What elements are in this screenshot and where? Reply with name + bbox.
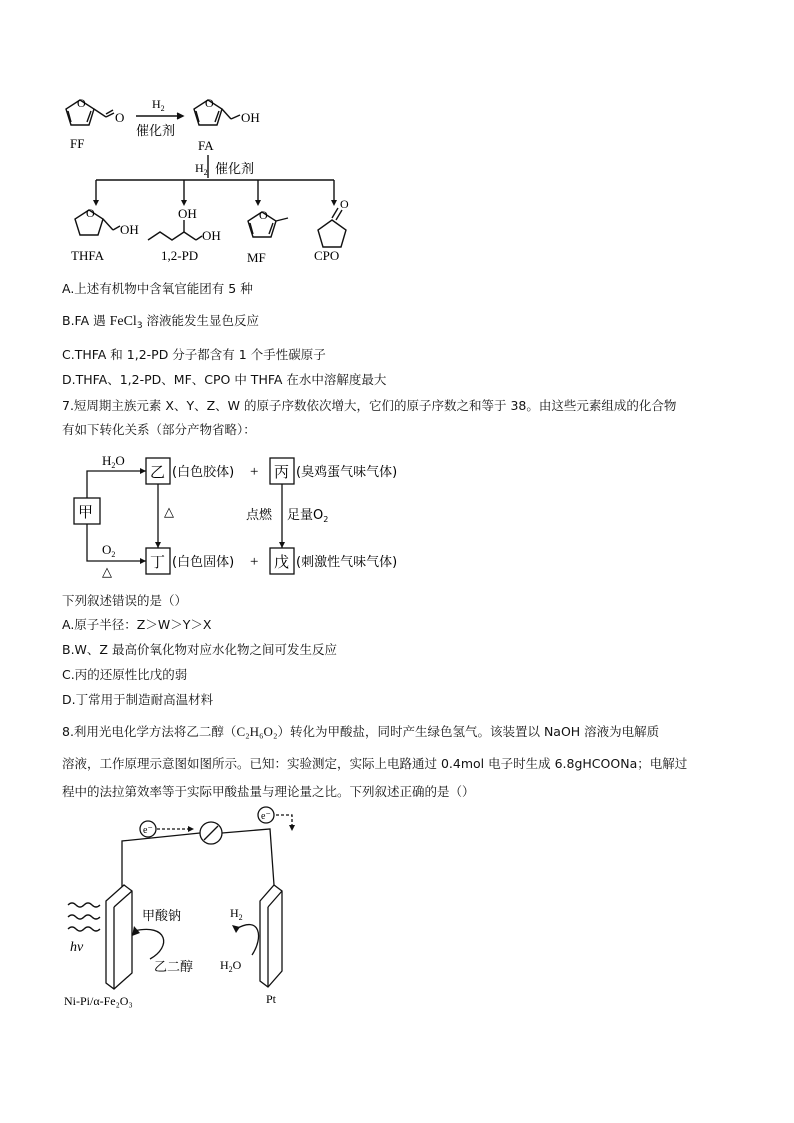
pd-label: 1,2-PD: [161, 248, 199, 263]
formate-label: 甲酸钠: [142, 909, 182, 924]
ding-label: 丁: [150, 553, 166, 571]
q8-stem-prefix: 8.利用光电化学方法将乙二醇（: [62, 724, 237, 739]
electron-left: e⁻: [143, 825, 153, 836]
ff-aldehyde-o: O: [115, 110, 125, 125]
top-catalyst-label: 催化剂: [136, 124, 176, 139]
plus-bottom: +: [250, 554, 259, 570]
q7-option-d: D.丁常用于制造耐高温材料: [62, 692, 214, 707]
yi-label: 乙: [150, 463, 166, 481]
ding-desc: (白色固体): [172, 555, 235, 570]
heat-triangle-bottom: △: [102, 565, 112, 580]
fa-ring-o: O: [205, 96, 214, 110]
q6-option-c: C.THFA 和 1,2-PD 分子都含有 1 个手性碳原子: [62, 347, 326, 362]
left-electrode-label: Ni-Pi/α-Fe₂O₃: [64, 994, 133, 1008]
mf-ring-o: O: [259, 208, 268, 222]
q7-option-b: B.W、Z 最高价氧化物对应水化物之间可发生反应: [62, 642, 337, 657]
q7-stem-line2: 有如下转化关系（部分产物省略）：: [62, 422, 256, 437]
branch-catalyst-label: 催化剂: [215, 162, 255, 177]
q6-option-a: A.上述有机物中含氧官能团有 5 种: [62, 281, 253, 296]
left-electrode: [106, 885, 132, 989]
right-electrode: [260, 885, 282, 987]
jia-label: 甲: [78, 503, 94, 521]
pd-oh-top: OH: [178, 206, 197, 221]
fecl3-sub: 3: [136, 321, 143, 331]
bing-desc: (臭鸡蛋气味气体): [296, 465, 398, 480]
fecl3-formula: FeCl: [109, 314, 137, 329]
h2-label: $H_2$: [230, 906, 243, 922]
plus-top: +: [250, 464, 259, 480]
q8-stem-line3: 程中的法拉第效率等于实际甲酸盐量与理论量之比。下列叙述正确的是（）: [62, 784, 475, 799]
right-electrode-label: Pt: [266, 992, 277, 1006]
fa-oh: OH: [241, 110, 260, 125]
q8-electrolysis-diagram: [60, 805, 320, 1015]
q6-reaction-scheme: [50, 92, 370, 270]
q6-option-d: D.THFA、1,2-PD、MF、CPO 中 THFA 在水中溶解度最大: [62, 372, 387, 387]
yi-desc: (白色胶体): [172, 465, 235, 480]
fa-label: FA: [198, 138, 214, 153]
q7-question: 下列叙述错误的是（）: [62, 593, 188, 608]
q7-option-a: A.原子半径：Z＞W＞Y＞X: [62, 617, 212, 632]
top-h2-label: $H_2$: [152, 97, 165, 113]
glycol-label: 乙二醇: [154, 960, 194, 975]
q6-option-b: [62, 311, 259, 330]
q7-stem-line1: 7.短周期主族元素 X、Y、Z、W 的原子序数依次增大，它们的原子序数之和等于 38。由这些元素组成的化合物: [62, 398, 677, 413]
ff-label: FF: [70, 136, 85, 151]
thfa-label: THFA: [71, 248, 104, 263]
cpo-ring: [318, 220, 346, 247]
ff-ring-o: O: [77, 96, 86, 110]
wu-desc: (刺激性气味气体): [296, 555, 398, 570]
cpo-label: CPO: [314, 248, 340, 263]
branch-h2-label: $H_2$: [195, 161, 208, 177]
wu-label: 戊: [274, 553, 290, 571]
q7-option-c: C.丙的还原性比戊的弱: [62, 667, 188, 682]
q8-stem-line2: 溶液，工作原理示意图如图所示。已知：实验测定，实际上电路通过 0.4mol 电子时生成 6.8gHCOONa；电解过: [62, 756, 688, 771]
q7-conversion-diagram: [60, 444, 430, 584]
excess-o2-label: 足量$O_2$: [287, 508, 329, 524]
pd-oh-end: OH: [202, 228, 221, 243]
electron-right: e⁻: [261, 811, 271, 822]
mf-label: MF: [247, 250, 266, 265]
o2-label: $O_2$: [102, 542, 116, 559]
hv-label: hν: [70, 940, 84, 955]
q6-option-b-suffix: 溶液能发生显色反应: [142, 313, 260, 328]
h2o-label-right: $H_2O$: [220, 958, 242, 974]
q8-stem-suffix: ）转化为甲酸盐，同时产生绿色氢气。该装置以 NaOH 溶液为电解质: [277, 724, 660, 739]
q6-option-b-prefix: B.FA 遇: [62, 313, 110, 328]
bing-label: 丙: [274, 463, 290, 481]
ignite-label: 点燃: [246, 508, 273, 523]
heat-triangle-middle: △: [164, 505, 174, 520]
cpo-o: O: [340, 197, 349, 211]
thfa-ring-o: O: [86, 206, 95, 220]
thfa-oh: OH: [120, 222, 139, 237]
pd-chain: [148, 232, 196, 240]
glycol-formula: C₂H₆O₂: [236, 724, 278, 739]
h2o-label: $H_2O$: [102, 453, 125, 470]
q8-stem-line1: [62, 722, 659, 740]
